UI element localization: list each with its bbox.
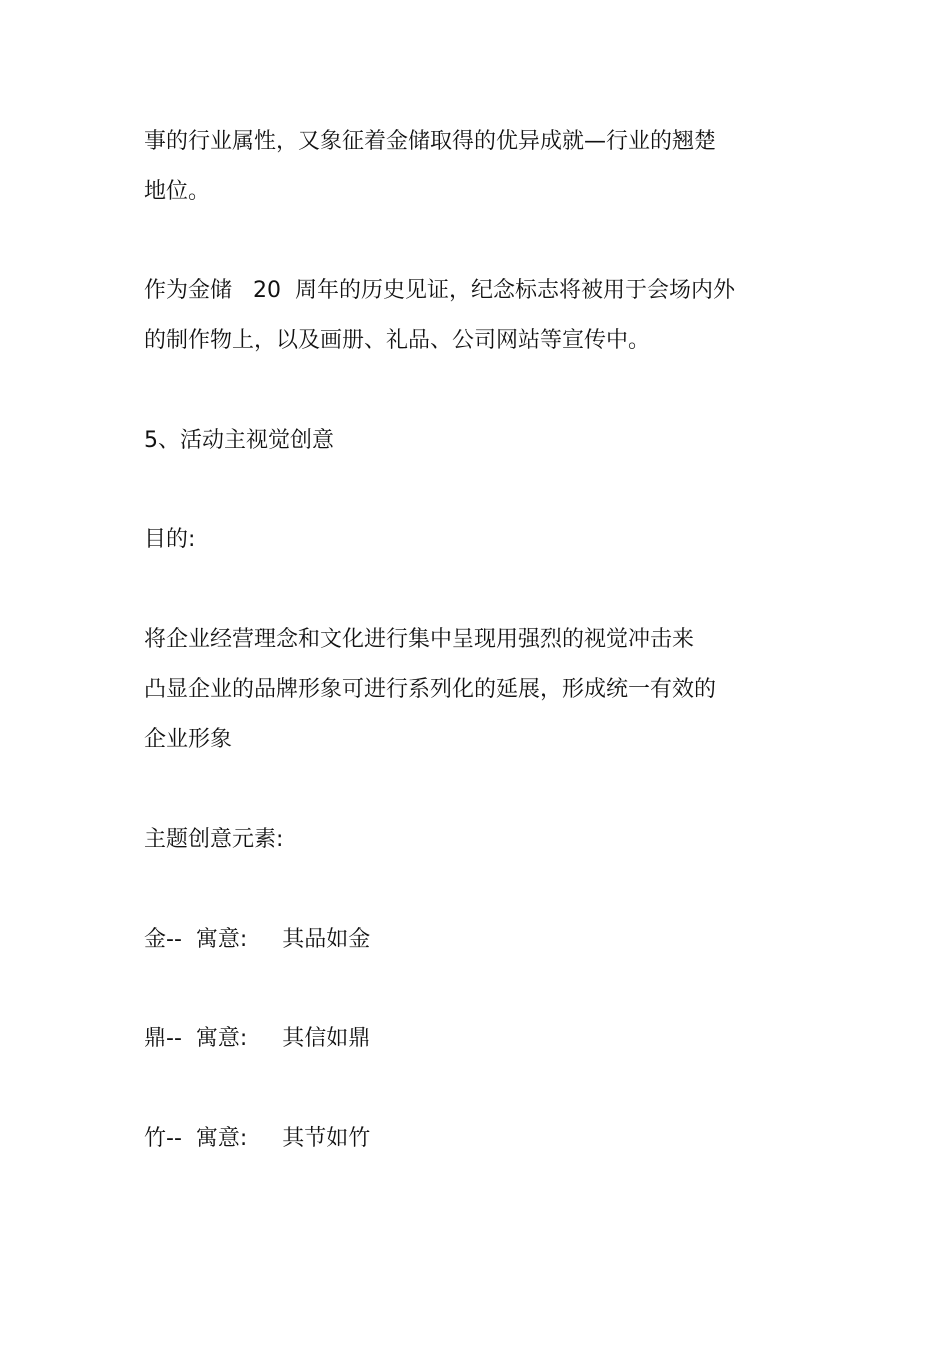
purpose-line-2: 凸显企业的品牌形象可进行系列化的延展，形成统一有效的: [144, 677, 717, 702]
purpose-label: 目的:: [144, 527, 196, 552]
paragraph-line-4: 的制作物上，以及画册、礼品、公司网站等宣传中。: [144, 328, 651, 353]
paragraph-line-2: 地位。: [144, 179, 211, 204]
purpose-line-3: 企业形象: [144, 727, 233, 752]
paragraph-line-3: 作为金储 20 周年的历史见证，纪念标志将被用于会场内外: [144, 278, 735, 303]
element-gold: 金-- 寓意: 其品如金: [144, 927, 371, 952]
paragraph-line-1: 事的行业属性，又象征着金储取得的优异成就—行业的翘楚: [144, 129, 717, 154]
purpose-line-1: 将企业经营理念和文化进行集中呈现用强烈的视觉冲击来: [144, 627, 695, 652]
theme-elements-label: 主题创意元素:: [144, 827, 284, 852]
element-ding: 鼎-- 寓意: 其信如鼎: [144, 1026, 371, 1051]
element-bamboo: 竹-- 寓意: 其节如竹: [144, 1126, 371, 1151]
section-heading: 5、活动主视觉创意: [144, 428, 334, 453]
